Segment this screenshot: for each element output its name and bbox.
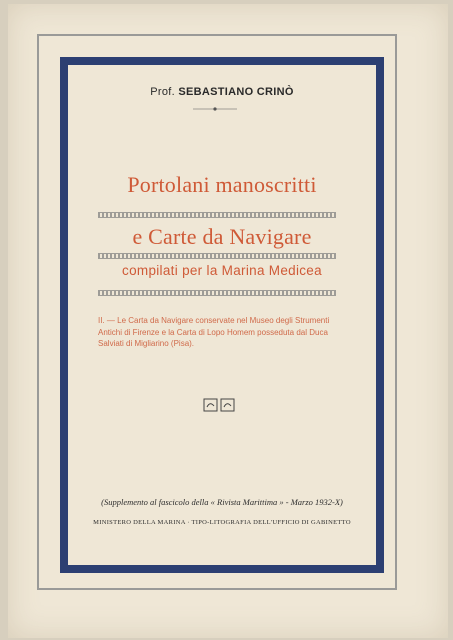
title-rule-3: [98, 290, 336, 296]
author-name: SEBASTIANO CRINÒ: [178, 86, 294, 98]
author-prefix: Prof.: [150, 86, 175, 98]
printer-line: MINISTERO DELLA MARINA · TIPO-LITOGRAFIA DELL'UFFICIO DI GABINETTO: [93, 519, 351, 526]
author-line: [60, 86, 384, 98]
description-text: II. — Le Carta da Navigare conservate nel Museo degli Strumenti Antichi di Firenze e la Carta di Lopo Homem posseduta dal Duca Salviati di Migliarino (Pisa).: [98, 316, 330, 348]
title-rule-1: [98, 212, 336, 218]
title-rule-2: [98, 253, 336, 259]
supplement-note: (Supplemento al fascicolo della « Rivista Marittima » - Marzo 1932-X): [101, 497, 343, 507]
subtitle: compilati per la Marina Medicea: [122, 263, 322, 278]
title-line-2: e Carte da Navigare: [132, 224, 312, 249]
ornament-icon: [185, 105, 245, 113]
printer-mark-icon: [203, 398, 235, 412]
title-line-1: Portolani manoscritti: [127, 172, 317, 197]
